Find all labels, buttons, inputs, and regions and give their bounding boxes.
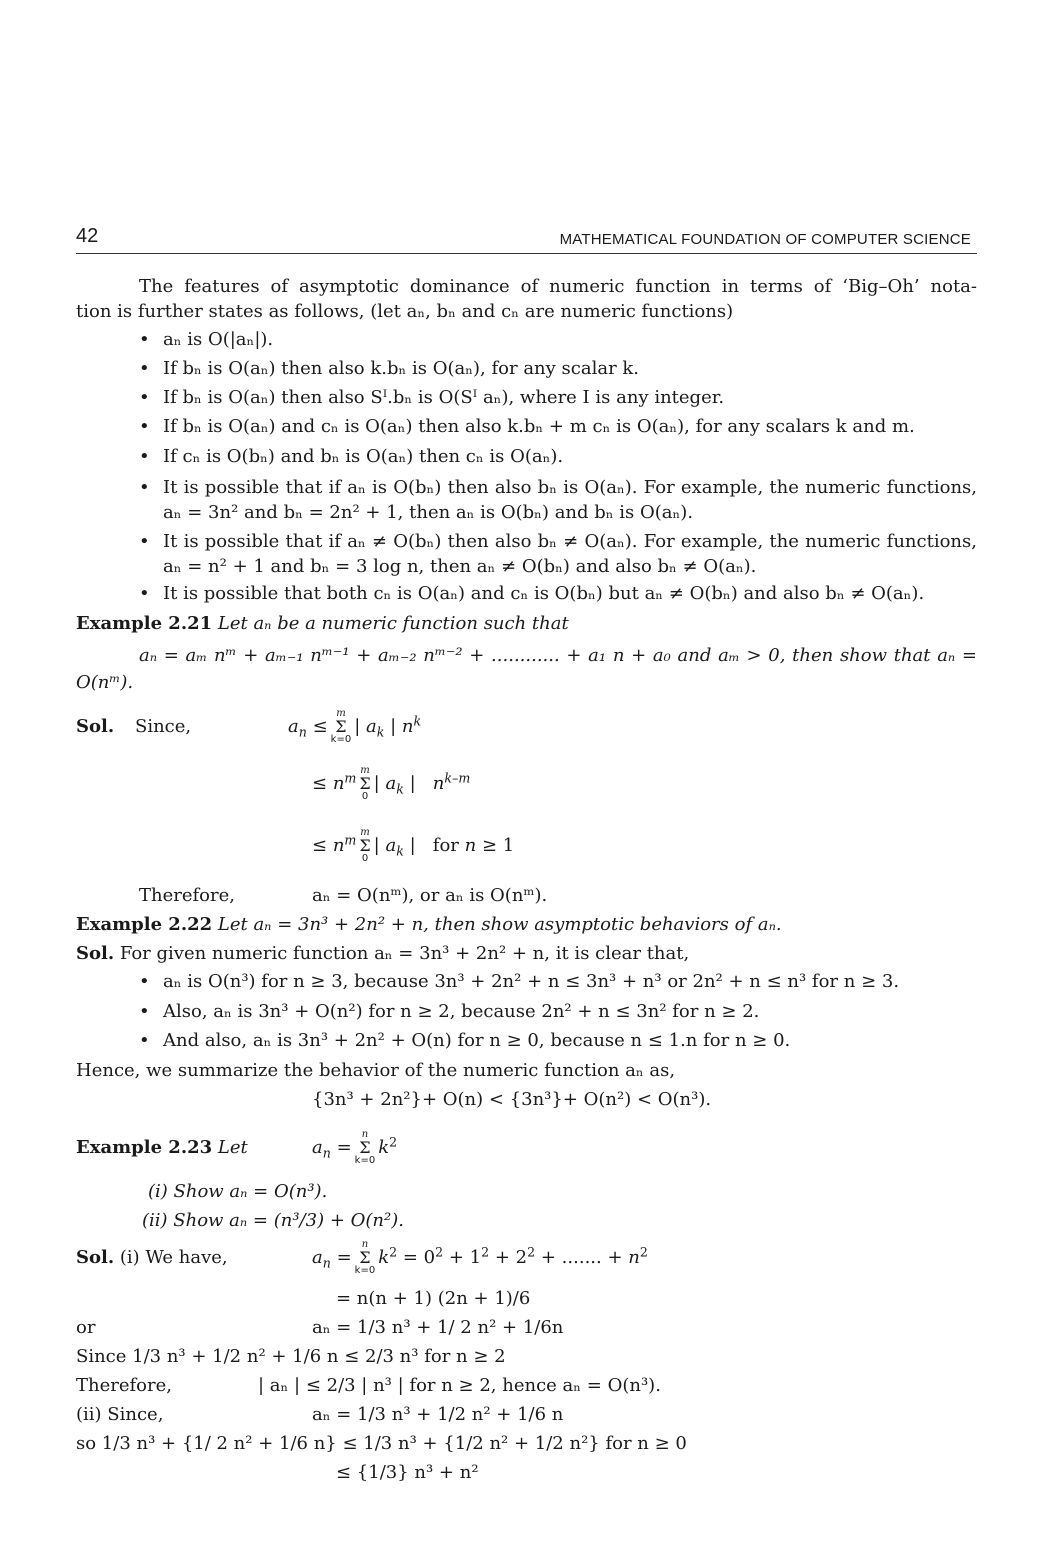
example-label: Example 2.22 xyxy=(76,914,213,935)
since-label: Since, xyxy=(135,716,192,737)
example-label: Example 2.21 xyxy=(76,613,213,634)
part-ii-since: (ii) Since, xyxy=(76,1404,164,1425)
example-2-21-heading xyxy=(76,612,569,636)
page-number: 42 xyxy=(76,225,99,247)
solution-label: Sol. xyxy=(76,716,115,737)
example-statement: Let aₙ be a numeric function such that xyxy=(217,613,569,634)
behavior-item: • Also, aₙ is 3n³ + O(n²) for n ≥ 2, because 2n² + n ≤ 3n² for n ≥ 2. xyxy=(139,1001,760,1022)
example-2-22-heading xyxy=(76,913,782,937)
behavior-item: • aₙ is O(n³) for n ≥ 3, because 3n³ + 2n² + n ≤ 3n³ + n³ or 2n² + n ≤ n³ for n ≥ 3. xyxy=(139,971,900,992)
property-item: • If bₙ is O(aₙ) then also k.bₙ is O(aₙ), for any scalar k. xyxy=(139,358,640,379)
example-2-23-heading xyxy=(76,1136,248,1160)
summary: {3n³ + 2n²}+ O(n) < {3n³}+ O(n²) < O(n³). xyxy=(312,1089,712,1110)
result: aₙ = O(nᵐ), or aₙ is O(nᵐ). xyxy=(312,885,548,906)
so-line: so 1/3 n³ + {1/ 2 n² + 1/6 n} ≤ 1/3 n³ + {1/2 n² + 1/2 n²} for n ≥ 0 xyxy=(76,1433,687,1454)
step-2: ≤ $n^m$ m Σ 0 | $a_k$ | $n^{k-m}$ xyxy=(312,765,471,802)
example-label: Example 2.23 xyxy=(76,1137,213,1158)
intro-line-2: tion is further states as follows, (let aₙ, bₙ and cₙ are numeric functions) xyxy=(76,301,734,322)
part-i: (i) Show aₙ = O(n³). xyxy=(148,1181,328,1202)
behavior-item: • And also, aₙ is 3n³ + 2n² + O(n) for n ≥ 0, because n ≤ 1.n for n ≥ 0. xyxy=(139,1030,791,1051)
property-item: • aₙ is O(|aₙ|). xyxy=(139,329,274,350)
property-item: • It is possible that if aₙ is O(bₙ) then also bₙ is O(aₙ). For example, the numeric functions, aₙ = 3n² and bₙ = 2n² + 1, then aₙ is O(bₙ) and bₙ is O(aₙ). xyxy=(139,477,977,523)
therefore-label: Therefore, xyxy=(76,1375,172,1396)
property-item: • It is possible that both cₙ is O(aₙ) and cₙ is O(bₙ) but aₙ ≠ O(bₙ) and also bₙ ≠ O(aₙ). xyxy=(139,583,925,604)
eq-3: aₙ = 1/3 n³ + 1/ 2 n² + 1/6n xyxy=(312,1317,564,1338)
part-ii: (ii) Show aₙ = (n³/3) + O(n²). xyxy=(142,1210,404,1231)
hence-line: Hence, we summarize the behavior of the numeric function aₙ as, xyxy=(76,1060,676,1081)
solution-line: Sol. For given numeric function aₙ = 3n³ + 2n² + n, it is clear that, xyxy=(76,943,690,964)
therefore-label: Therefore, xyxy=(139,885,235,906)
definition: $a_n$ = n Σ k=0 $k^2$ xyxy=(312,1129,398,1166)
page-header xyxy=(76,225,977,254)
property-item: • If cₙ is O(bₙ) and bₙ is O(aₙ) then cₙ is O(aₙ). xyxy=(139,446,564,467)
eq-1: $a_n$ = n Σ k=0 $k^2 = 0^2 + 1^2 + 2^2$ + ....... + $n^2$ xyxy=(312,1239,648,1276)
example-2-21-equation: aₙ = aₘ nᵐ + aₘ₋₁ nᵐ⁻¹ + aₘ₋₂ nᵐ⁻² + ............ + a₁ n + a₀ and aₘ > 0, then show that aₙ = O(nᵐ). xyxy=(76,645,977,693)
solution-line: Sol. (i) We have, xyxy=(76,1247,228,1268)
eq-4: aₙ = 1/3 n³ + 1/2 n² + 1/6 n xyxy=(312,1404,564,1425)
running-title: MATHEMATICAL FOUNDATION OF COMPUTER SCIENCE xyxy=(559,231,971,248)
property-item: • If bₙ is O(aₙ) then also Sᴵ.bₙ is O(Sᴵ aₙ), where I is any integer. xyxy=(139,387,725,408)
since-line: Since 1/3 n³ + 1/2 n² + 1/6 n ≤ 2/3 n³ for n ≥ 2 xyxy=(76,1346,506,1367)
step-1: $a_n$ ≤ m Σ k=0 | $a_k$ | $n^k$ xyxy=(288,708,422,745)
let-label: Let xyxy=(217,1137,248,1158)
last-line: ≤ {1/3} n³ + n² xyxy=(336,1462,479,1483)
property-item: • It is possible that if aₙ ≠ O(bₙ) then also bₙ ≠ O(aₙ). For example, the numeric functions, aₙ = n² + 1 and bₙ = 3 log n, then aₙ ≠ O(bₙ) and also bₙ ≠ O(aₙ). xyxy=(139,531,977,577)
property-item: • If bₙ is O(aₙ) and cₙ is O(aₙ) then also k.bₙ + m cₙ is O(aₙ), for any scalars k and m. xyxy=(139,416,915,437)
intro-line-1: The features of asymptotic dominance of numeric function in terms of ‘Big–Oh’ nota- xyxy=(139,276,977,297)
or-label: or xyxy=(76,1317,96,1338)
eq-2: = n(n + 1) (2n + 1)/6 xyxy=(336,1288,531,1309)
step-3: ≤ $n^m$ m Σ 0 | $a_k$ | for n ≥ 1 xyxy=(312,827,515,864)
therefore-eq: | aₙ | ≤ 2/3 | n³ | for n ≥ 2, hence aₙ = O(n³). xyxy=(258,1375,661,1396)
example-statement: Let aₙ = 3n³ + 2n² + n, then show asymptotic behaviors of aₙ. xyxy=(217,914,782,935)
